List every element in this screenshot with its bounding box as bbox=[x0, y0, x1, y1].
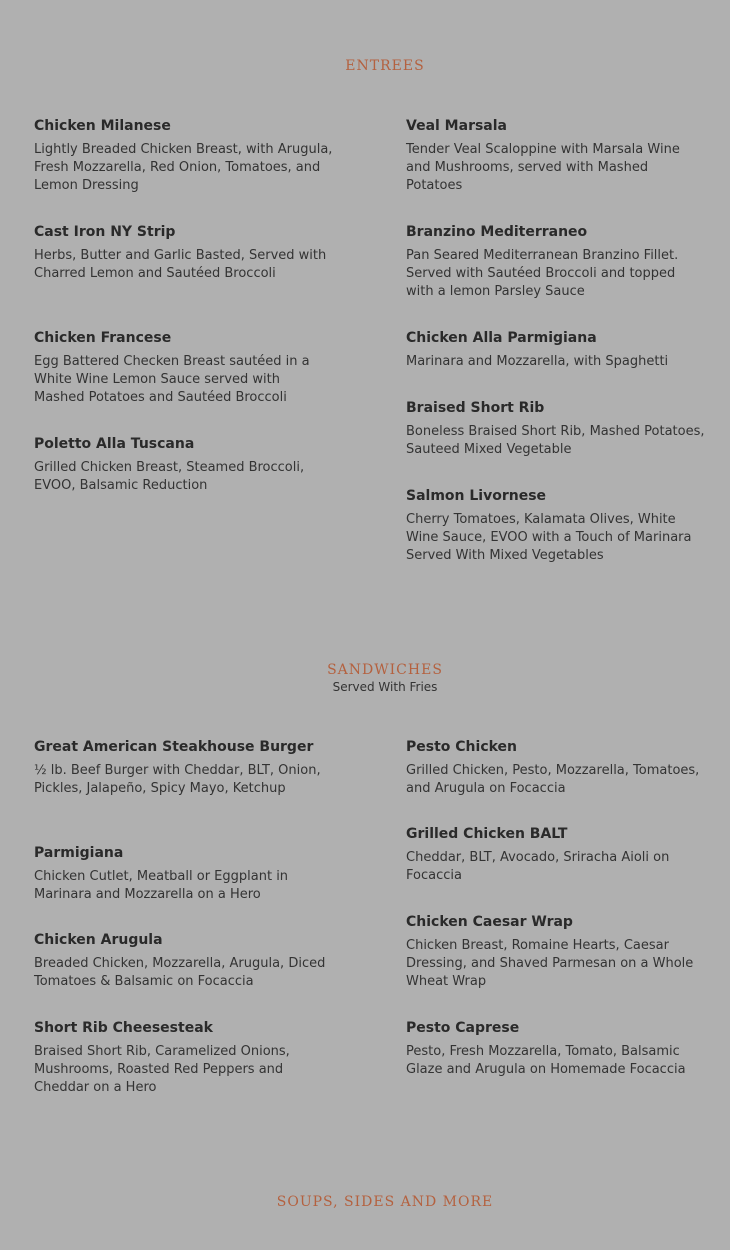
item-name: Pesto Caprese bbox=[406, 1020, 520, 1036]
item-name: Grilled Chicken BALT bbox=[406, 826, 568, 842]
menu-item bbox=[34, 845, 334, 904]
menu-item bbox=[34, 932, 334, 991]
item-description: Cheddar, BLT, Avocado, Sriracha Aioli on Focaccia bbox=[406, 850, 670, 883]
item-description: Lightly Breaded Chicken Breast, with Arugula, Fresh Mozzarella, Red Onion, Tomatoes, and Lemon Dressing bbox=[34, 142, 333, 193]
item-name: Parmigiana bbox=[34, 845, 124, 861]
item-name: Chicken Caesar Wrap bbox=[406, 914, 573, 930]
item-name: Chicken Arugula bbox=[34, 932, 163, 948]
item-name: Salmon Livornese bbox=[406, 488, 547, 504]
item-description: Cherry Tomatoes, Kalamata Olives, White Wine Sauce, EVOO with a Touch of Marinara Served With Mixed Vegetables bbox=[406, 512, 692, 563]
menu-item bbox=[406, 739, 706, 798]
item-name: Chicken Milanese bbox=[34, 118, 171, 134]
entrees-heading: ENTREES bbox=[345, 58, 425, 74]
item-description: Marinara and Mozzarella, with Spaghetti bbox=[406, 354, 669, 369]
item-description: ½ lb. Beef Burger with Cheddar, BLT, Onion, Pickles, Jalapeño, Spicy Mayo, Ketchup bbox=[34, 763, 321, 796]
item-name: Short Rib Cheesesteak bbox=[34, 1020, 213, 1036]
item-name: Chicken Francese bbox=[34, 330, 172, 346]
menu-item bbox=[34, 739, 334, 798]
menu-item bbox=[406, 224, 706, 301]
menu-item bbox=[406, 1020, 706, 1079]
item-description: Pan Seared Mediterranean Branzino Fillet. Served with Sautéed Broccoli and topped with a lemon Parsley Sauce bbox=[406, 248, 679, 299]
menu-item bbox=[34, 330, 334, 407]
menu-item bbox=[406, 826, 706, 885]
item-description: Pesto, Fresh Mozzarella, Tomato, Balsamic Glaze and Arugula on Homemade Focaccia bbox=[406, 1044, 686, 1077]
item-description: Boneless Braised Short Rib, Mashed Potatoes, Sauteed Mixed Vegetable bbox=[406, 424, 705, 457]
menu-item bbox=[34, 224, 334, 283]
item-description: Egg Battered Checken Breast sautéed in a White Wine Lemon Sauce served with Mashed Potatoes and Sautéed Broccoli bbox=[34, 354, 310, 405]
item-name: Pesto Chicken bbox=[406, 739, 518, 755]
menu-item bbox=[406, 914, 706, 991]
menu-item bbox=[406, 118, 706, 195]
sandwiches-heading: SANDWICHES bbox=[327, 662, 443, 678]
item-description: Tender Veal Scaloppine with Marsala Wine and Mushrooms, served with Mashed Potatoes bbox=[406, 142, 680, 193]
item-description: Herbs, Butter and Garlic Basted, Served with Charred Lemon and Sautéed Broccoli bbox=[34, 248, 327, 281]
item-name: Veal Marsala bbox=[406, 118, 507, 134]
item-description: Breaded Chicken, Mozzarella, Arugula, Diced Tomatoes & Balsamic on Focaccia bbox=[34, 956, 326, 989]
menu-item bbox=[406, 400, 706, 459]
menu-item bbox=[406, 488, 706, 565]
item-name: Poletto Alla Tuscana bbox=[34, 436, 195, 452]
item-name: Chicken Alla Parmigiana bbox=[406, 330, 597, 346]
menu-item bbox=[34, 118, 334, 195]
item-name: Braised Short Rib bbox=[406, 400, 545, 416]
soups-heading: SOUPS, SIDES AND MORE bbox=[276, 1194, 494, 1210]
item-name: Branzino Mediterraneo bbox=[406, 224, 588, 240]
item-name: Cast Iron NY Strip bbox=[34, 224, 176, 240]
item-description: Chicken Breast, Romaine Hearts, Caesar Dressing, and Shaved Parmesan on a Whole Wheat Wrap bbox=[406, 938, 694, 989]
item-description: Chicken Cutlet, Meatball or Eggplant in Marinara and Mozzarella on a Hero bbox=[34, 869, 289, 902]
menu-item bbox=[406, 330, 706, 371]
sandwiches-subtitle: Served With Fries bbox=[332, 680, 438, 694]
menu-item bbox=[34, 1020, 334, 1097]
menu-item bbox=[34, 436, 334, 495]
item-description: Braised Short Rib, Caramelized Onions, Mushrooms, Roasted Red Peppers and Cheddar on a Hero bbox=[34, 1044, 290, 1095]
item-name: Great American Steakhouse Burger bbox=[34, 739, 314, 755]
item-description: Grilled Chicken Breast, Steamed Broccoli, EVOO, Balsamic Reduction bbox=[34, 460, 305, 493]
item-description: Grilled Chicken, Pesto, Mozzarella, Tomatoes, and Arugula on Focaccia bbox=[406, 763, 700, 796]
